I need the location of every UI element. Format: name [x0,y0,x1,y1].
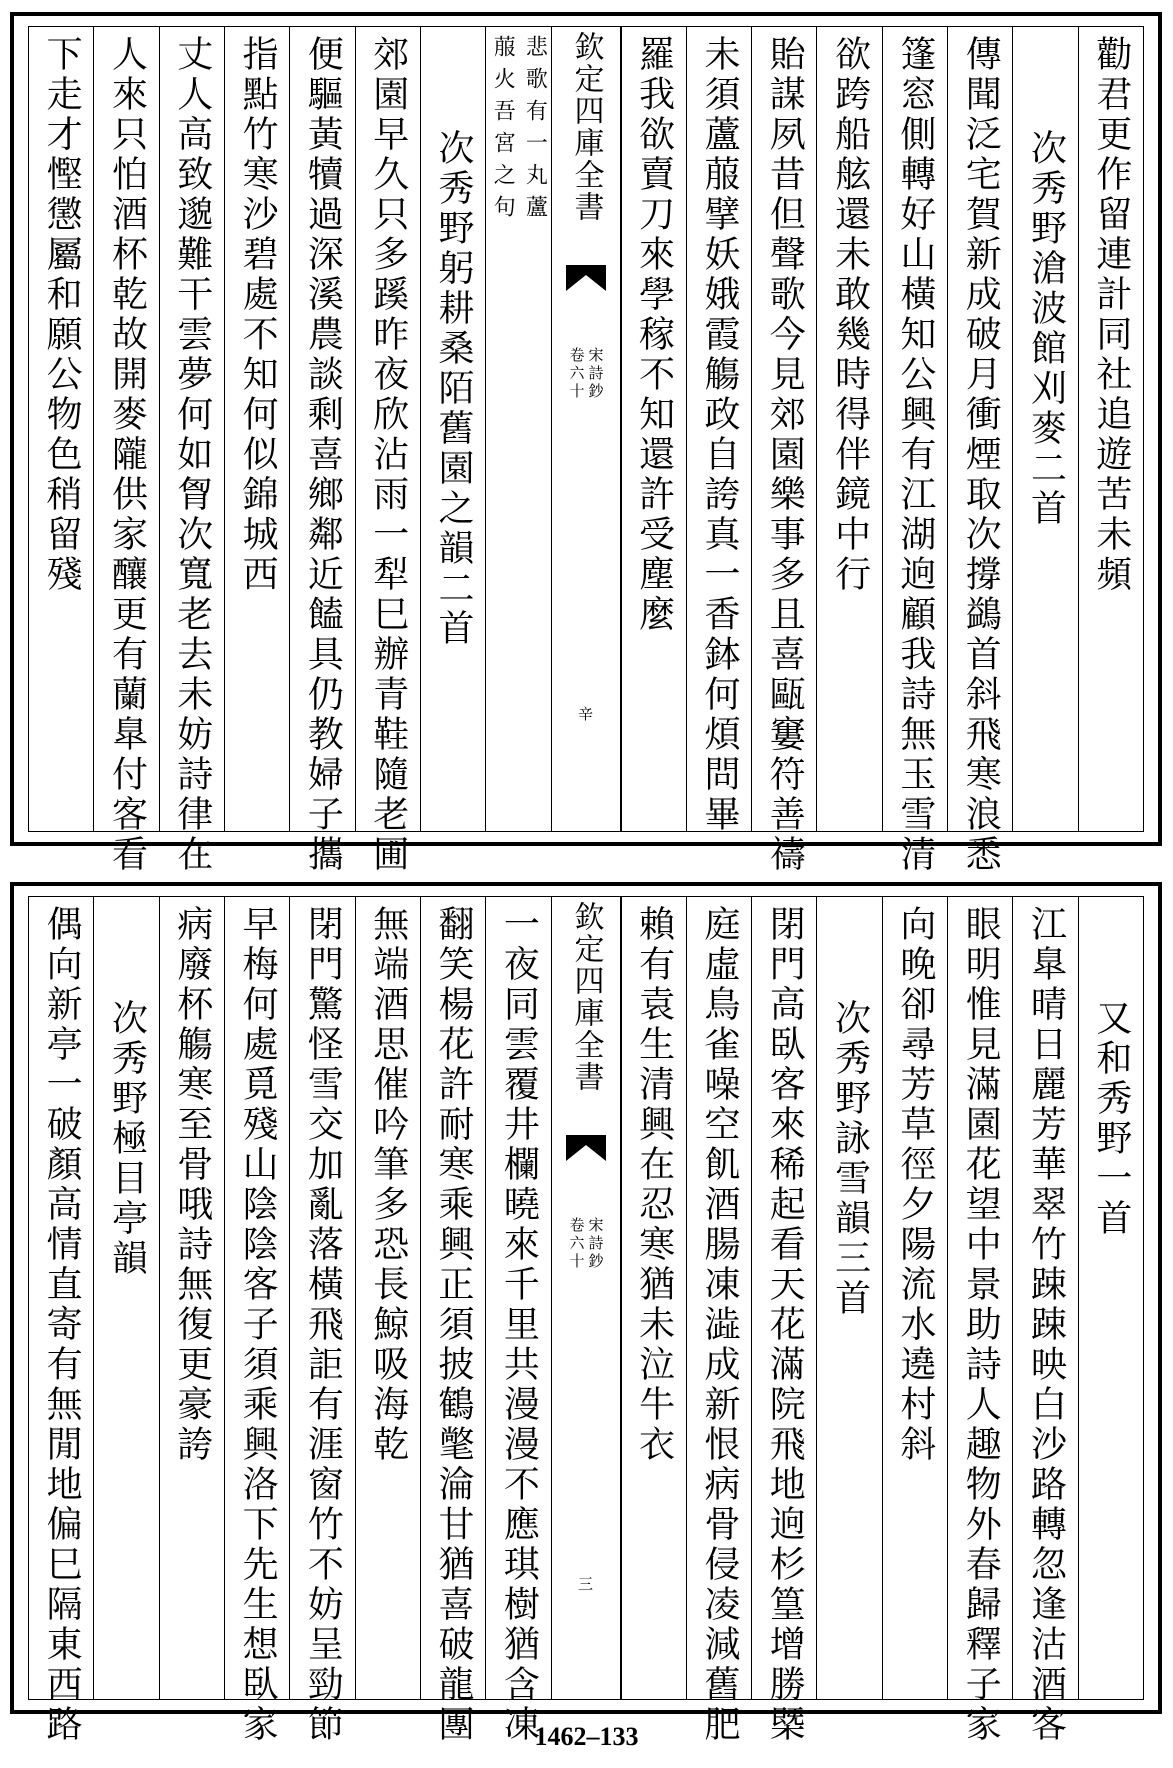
spine-subtitle [569,347,603,401]
column-text: 傳聞泛宅賀新成破月衝煙取次撐鷁首斜飛寒浪悉 [960,35,1002,875]
column-text: 偶向新亭一破顏高情直寄有無閒地偏巳隔東西路 [41,905,83,1745]
text-column [621,27,686,831]
upper-page-frame [28,26,1144,875]
text-column [420,897,485,1745]
column-text: 賴有袁生清興在忍寒猶未泣牛衣 [633,905,675,1465]
spine-folio: 辛 [577,705,594,723]
poem-title: 次秀野極目亭韻 [106,999,148,1279]
spine-book-title: 欽定四庫全書 [568,901,604,1093]
poem-title: 次秀野詠雪韻三首 [829,999,871,1319]
text-column [93,897,158,1699]
spine-collection: 宋詩鈔 [586,347,605,401]
text-column [1078,27,1143,831]
text-column [816,897,881,1699]
column-text: 閉門高臥客來稀起看天花滿院飛地逈杉篁增勝槩 [764,905,806,1745]
spine-book-title: 欽定四庫全書 [568,31,604,223]
text-column [686,27,751,835]
annotation-text: 悲歌有一丸蘆 [522,35,548,227]
poem-title: 次秀野躬耕桑陌舊園之韻二首 [433,129,475,649]
upper-page-panel [10,12,1162,875]
text-column [816,27,881,831]
column-text: 眼明惟見滿園花望中景助詩人趣物外春歸釋子家 [960,905,1002,1745]
column-text: 一夜同雲覆井欄曉來千里共漫漫不應琪樹猶含凍 [498,905,540,1745]
text-column [686,897,751,1745]
text-column [289,897,354,1745]
spine-folio: 三 [577,1575,594,1593]
column-text: 便驅黃犢過深溪農談剩喜鄉鄰近饁具仍教婦子攜 [302,35,344,875]
text-column [1012,897,1077,1745]
column-text: 羅我欲賣刀來學稼不知還許受塵麼 [633,35,675,635]
column-text: 翻笑楊花許耐寒乘興正須披鶴氅淪甘猶喜破龍團 [433,905,475,1745]
column-text: 早梅何處覓殘山陰陰客子須乘興洛下先生想臥家 [237,905,279,1745]
text-column [224,27,289,831]
text-column [947,897,1012,1745]
text-column [485,897,550,1745]
column-text: 郊園早久只多蹊昨夜欣沾雨一犁巳辦青鞋隨老圃 [367,35,409,875]
text-column [159,27,224,875]
text-column [289,27,354,875]
text-column [1012,27,1077,831]
center-spine [551,897,621,1699]
page-number: 1462–133 [534,1722,639,1751]
spine-collection: 宋詩鈔 [586,1217,605,1271]
column-text: 未須蘆菔擘妖娥霞觴政自誇真一香鉢何煩問畢 [698,35,740,835]
spine-volume: 卷六十 [567,347,586,401]
text-column [355,27,420,875]
text-column [355,897,420,1699]
spine-subtitle [569,1217,603,1271]
upper-page-columns [29,27,1143,875]
fishtail-mark-icon [566,1135,606,1161]
column-text: 病廢杯觴寒至骨哦詩無復更豪誇 [171,905,213,1465]
column-text: 指點竹寒沙碧處不知何似錦城西 [237,35,279,595]
fishtail-mark-icon [566,265,606,291]
text-column [947,27,1012,875]
text-column [159,897,224,1699]
column-text: 下走才慳懲屬和願公物色稍留殘 [41,35,83,595]
spine-volume: 卷六十 [567,1217,586,1271]
text-column [29,897,93,1745]
text-column [29,27,93,831]
text-column [1078,897,1143,1699]
column-text: 貽謀夙昔但聲歌今見郊園樂事多且喜甌窶符善禱 [764,35,806,875]
text-column [751,897,816,1745]
column-text: 無端酒思催吟筆多恐長鯨吸海乾 [367,905,409,1465]
column-text: 欲跨船舷還未敢幾時得伴鏡中行 [829,35,871,595]
column-text: 閉門驚怪雪交加亂落橫飛詎有涯窗竹不妨呈勁節 [302,905,344,1745]
poem-title: 又和秀野一首 [1090,999,1132,1239]
center-spine [551,27,621,831]
poem-title: 次秀野滄波館刈麥二首 [1025,129,1067,529]
text-column [882,897,947,1699]
text-column [420,27,485,831]
column-text: 江臯晴日麗芳華翠竹踈踈映白沙路轉忽逢沽酒客 [1025,905,1067,1745]
column-text: 丈人高致邈難干雲夢何如胷次寬老去未妨詩律在 [171,35,213,875]
column-text: 向晚卻尋芳草徑夕陽流水遶村斜 [894,905,936,1465]
text-column [882,27,947,875]
text-column [224,897,289,1745]
text-column [751,27,816,875]
column-text: 篷窓側轉好山橫知公興有江湖逈顧我詩無玉雪清 [894,35,936,875]
text-column [621,897,686,1699]
text-column [93,27,158,875]
column-text: 人來只怕酒杯乾故開麥隴供家釀更有蘭臯付客看 [106,35,148,875]
column-text: 庭虛鳥雀噪空飢酒腸凍澁成新恨病骨侵凌減舊肥 [698,905,740,1745]
note-column [485,27,550,831]
column-text: 勸君更作留連計同社追遊苦未頻 [1090,35,1132,595]
annotation-text: 菔火吾宮之句 [490,35,516,227]
